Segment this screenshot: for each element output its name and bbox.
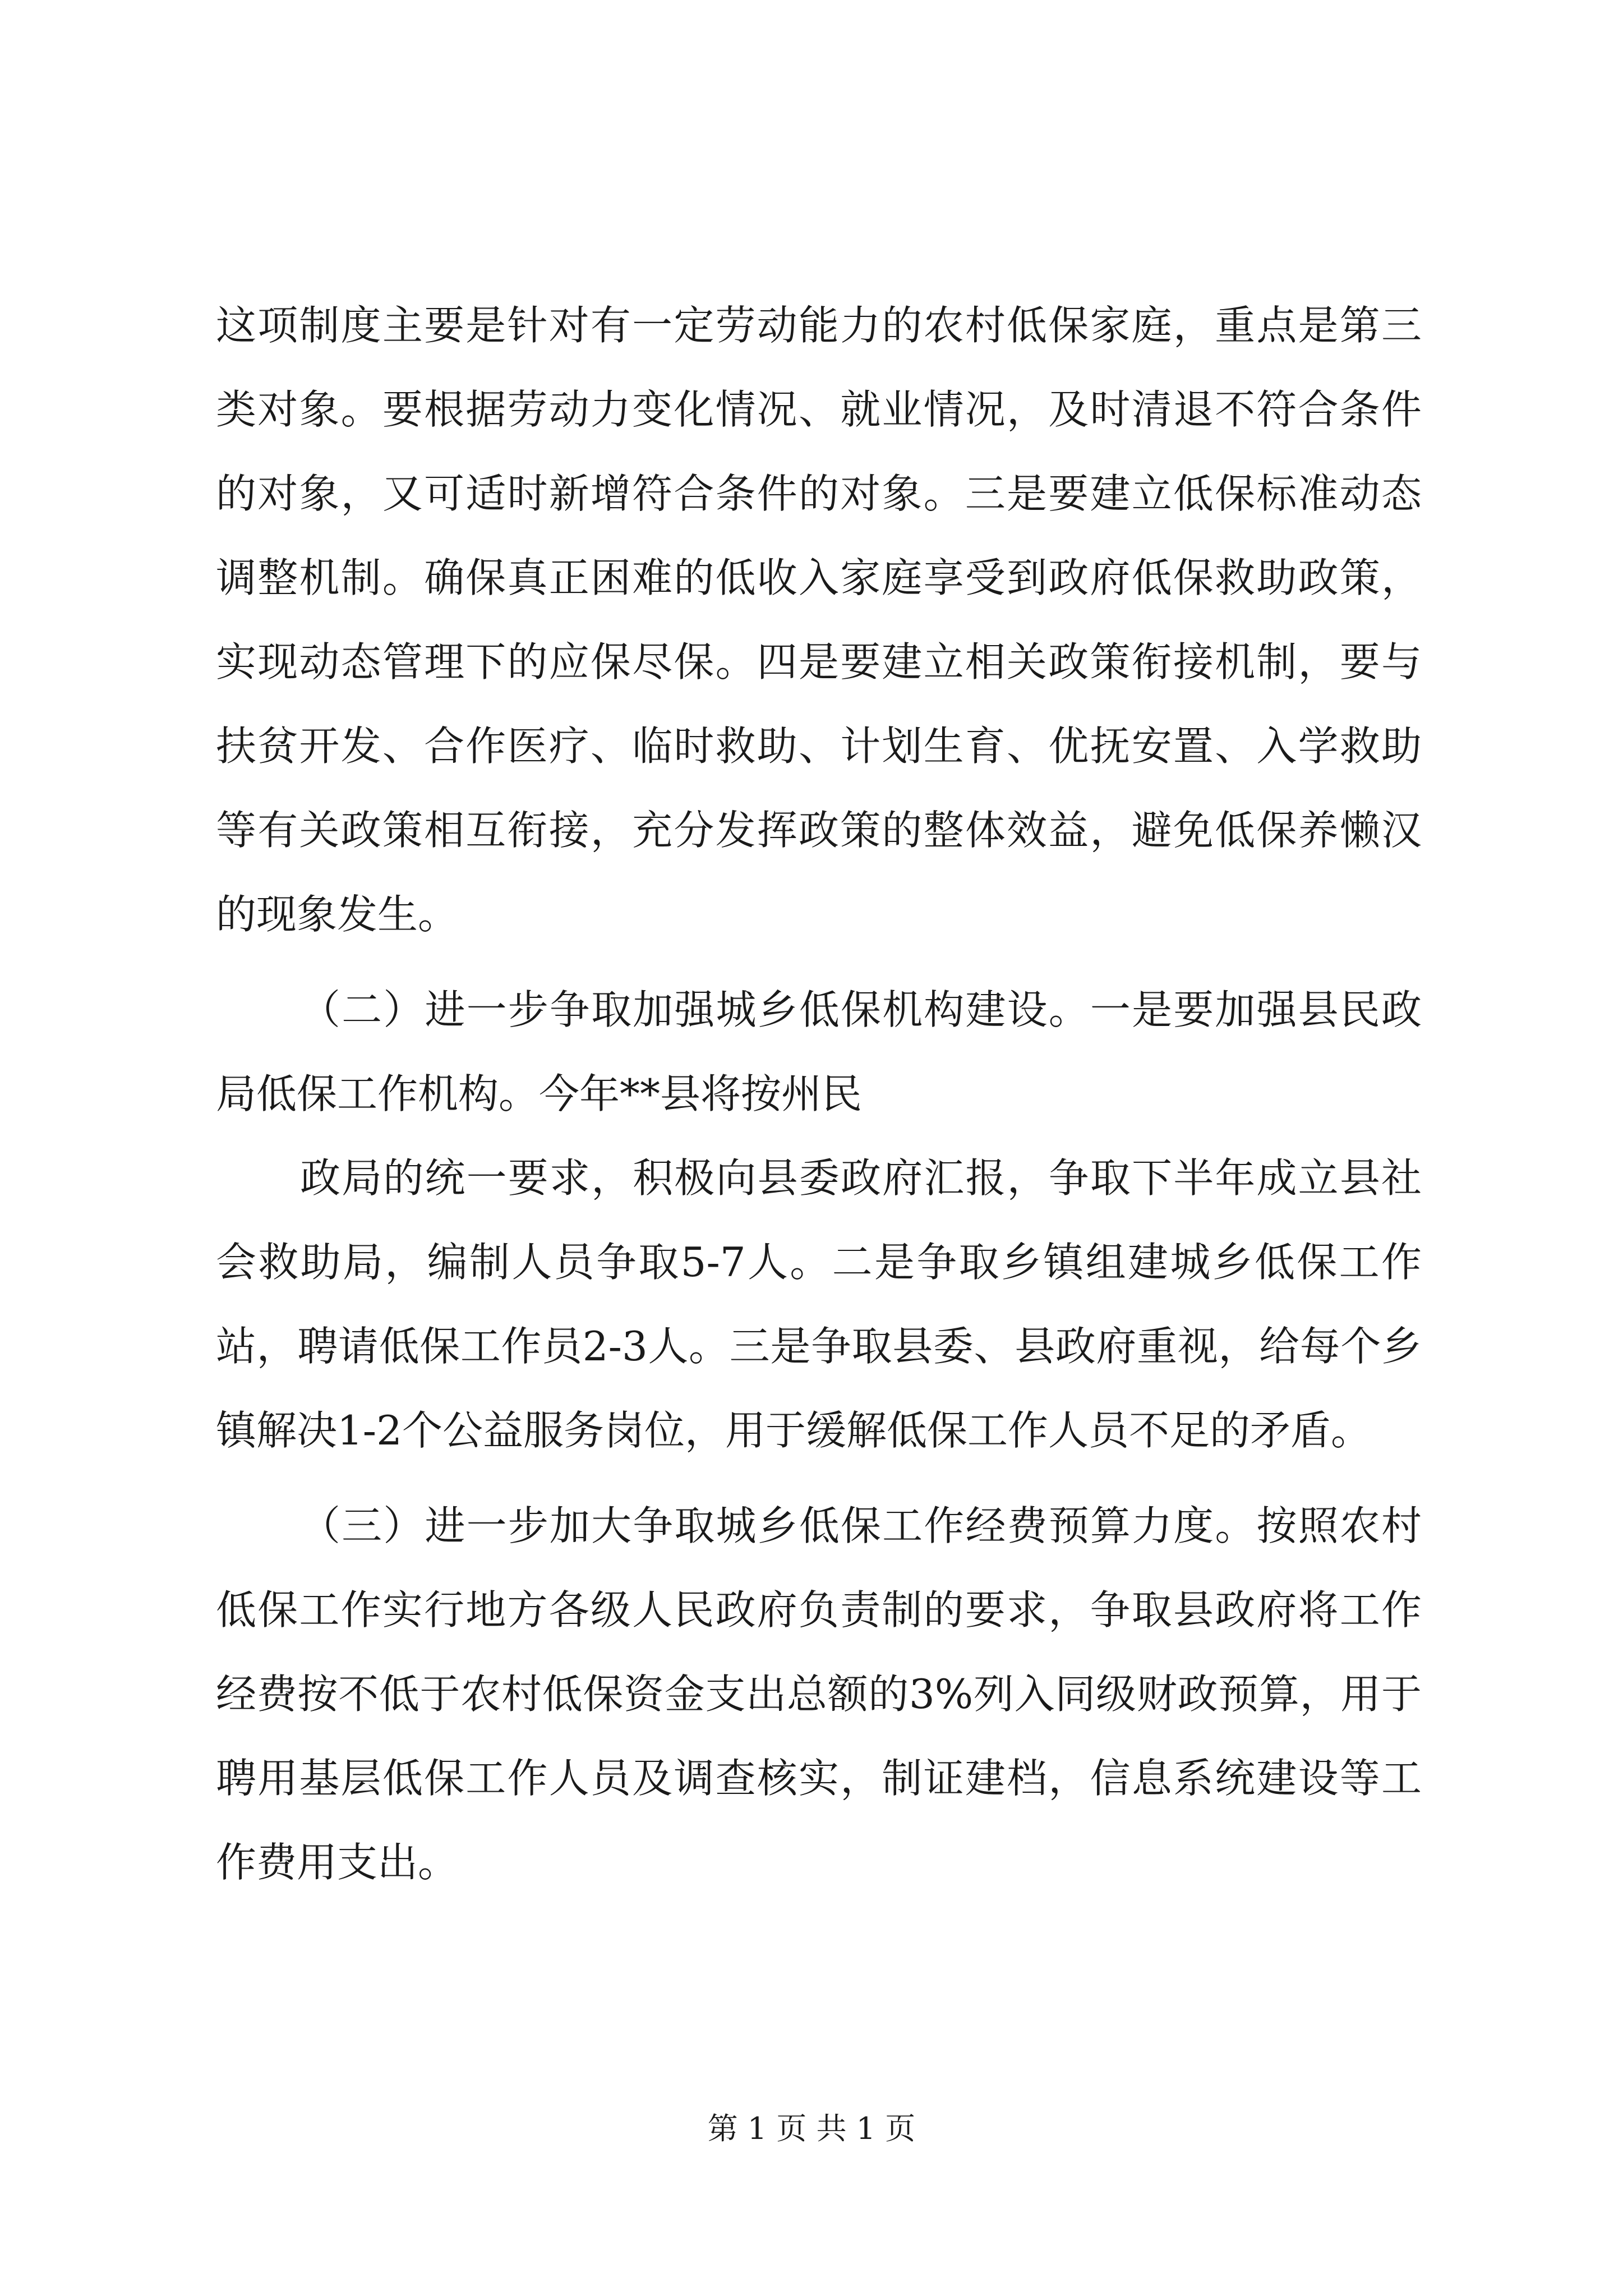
page-footer: 第 1 页 共 1 页	[707, 2111, 916, 2146]
paragraph-continuation: 这项制度主要是针对有一定劳动能力的农村低保家庭，重点是第三类对象。要根据劳动力变化情况、就业情况，及时清退不符合条件的对象，又可适时新增符合条件的对象。三是要建立低保标准动态调整机制。确保真正困难的低收入家庭享受到政府低保救助政策，实现动态管理下的应保尽保。四是要建立相关政策衔接机制，要与扶贫开发、合作医疗、临时救助、计划生育、优抚安置、入学救助等有关政策相互衔接，充分发挥政策的整体效益，避免低保养懒汉的现象发生。	[216, 302, 1422, 938]
document-body	[216, 283, 1422, 1904]
paragraph-section-3: （三）进一步加大争取城乡低保工作经费预算力度。按照农村低保工作实行地方各级人民政府负责制的要求，争取县政府将工作经费按不低于农村低保资金支出总额的3%列入同级财政预算，用于聘用基层低保工作人员及调查核实，制证建档，信息系统建设等工作费用支出。	[216, 1502, 1422, 1886]
paragraph-section-2-heading: （二）进一步争取加强城乡低保机构建设。一是要加强县民政局低保工作机构。今年**县将按州民	[216, 986, 1422, 1117]
paragraph-section-2-body: 政局的统一要求，积极向县委政府汇报，争取下半年成立县社会救助局，编制人员争取5-7人。二是争取乡镇组建城乡低保工作站，聘请低保工作员2-3人。三是争取县委、县政府重视，给每个乡镇解决1-2个公益服务岗位，用于缓解低保工作人员不足的矛盾。	[216, 1154, 1422, 1454]
